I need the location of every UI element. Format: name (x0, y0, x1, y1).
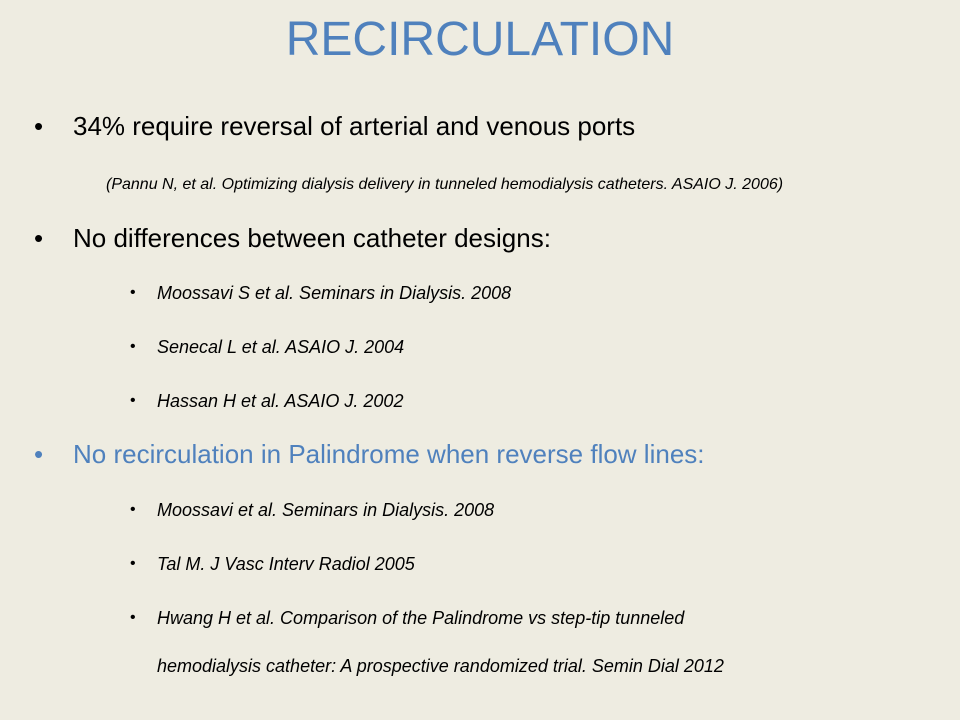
citation: (Pannu N, et al. Optimizing dialysis delivery in tunneled hemodialysis catheters. ASAIO J. 2006) (106, 176, 784, 193)
reference-text: Senecal L et al. ASAIO J. 2004 (157, 337, 405, 357)
sub-bullet-icon: • (130, 392, 136, 409)
reference-text: Hwang H et al. Comparison of the Palindrome vs step-tip tunneled (157, 608, 685, 628)
bullet-icon: • (34, 439, 44, 469)
bullet-text: No differences between catheter designs: (73, 223, 551, 253)
reference-text: Moossavi et al. Seminars in Dialysis. 2008 (157, 500, 495, 520)
bullet-text: 34% require reversal of arterial and venous ports (73, 111, 636, 141)
reference-text: hemodialysis catheter: A prospective randomized trial. Semin Dial 2012 (157, 656, 724, 676)
bullet-icon: • (34, 111, 44, 141)
bullet-icon: • (34, 223, 44, 253)
slide-title: RECIRCULATION (285, 13, 675, 66)
sub-bullet-icon: • (130, 284, 136, 301)
sub-bullet-icon: • (130, 555, 136, 572)
sub-bullet-icon: • (130, 609, 136, 626)
reference-text: Hassan H et al. ASAIO J. 2002 (157, 391, 404, 411)
sub-bullet-icon: • (130, 501, 136, 518)
sub-bullet-icon: • (130, 338, 136, 355)
reference-text: Moossavi S et al. Seminars in Dialysis. 2008 (157, 283, 512, 303)
bullet-text: No recirculation in Palindrome when reverse flow lines: (73, 439, 705, 469)
reference-text: Tal M. J Vasc Interv Radiol 2005 (157, 554, 415, 574)
